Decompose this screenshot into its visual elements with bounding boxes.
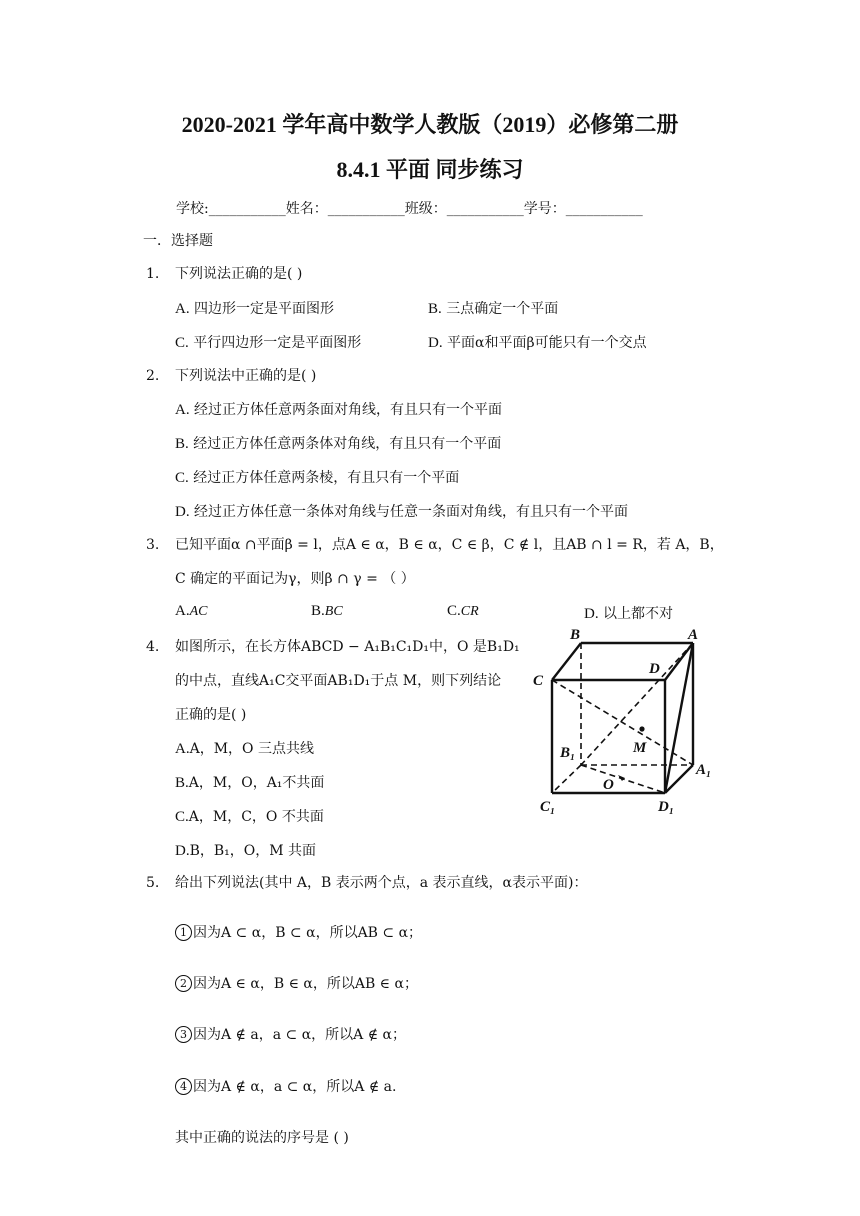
- option-letter: B.: [428, 301, 442, 317]
- option-d: [584, 603, 673, 623]
- label-m: M: [633, 740, 647, 756]
- label-o: O: [603, 777, 614, 793]
- option-letter: C.: [175, 809, 189, 825]
- label-b: B: [570, 627, 581, 643]
- page-subtitle: 8.4.1 平面 同步练习: [336, 157, 524, 182]
- option-text: 三点确定一个平面: [446, 301, 559, 317]
- question-number: 1.: [146, 266, 160, 282]
- option-letter: D.: [428, 335, 443, 351]
- option-text: BC: [324, 604, 343, 619]
- question-stem: 给出下列说法(其中 A，B 表示两个点，a 表示直线，α表示平面)：: [175, 875, 588, 891]
- student-info-line: 学校:___________姓名：___________班级：___________学号：___________: [176, 201, 643, 217]
- statement-item: [175, 1077, 396, 1097]
- option-d: [175, 840, 316, 860]
- option-letter: C.: [447, 603, 461, 619]
- option-letter: A.: [175, 603, 190, 619]
- option-text: A，M，C，O 不共面: [188, 809, 324, 825]
- circled-number: 4: [175, 1078, 192, 1095]
- label-d: D: [649, 661, 660, 677]
- option-text: AC: [189, 604, 208, 619]
- option-c: [447, 603, 479, 620]
- option-d: [175, 501, 628, 521]
- section-label: 一．选择题: [143, 233, 213, 249]
- question-number: 4.: [146, 639, 160, 655]
- option-text: 平行四边形一定是平面图形: [193, 335, 362, 351]
- option-text: 经过正方体任意一条体对角线与任意一条面对角线，有且只有一个平面: [194, 504, 629, 520]
- label-c: C: [533, 673, 544, 689]
- question-stem: 下列说法中正确的是( ): [175, 368, 317, 384]
- statement-text: 因为A ∉ a，a ⊂ α，所以A ∉ α；: [193, 1027, 406, 1043]
- option-letter: C.: [175, 470, 189, 486]
- circled-number: 3: [175, 1026, 192, 1043]
- option-letter: B.: [175, 775, 189, 791]
- option-b: [175, 772, 324, 792]
- label-c1: C₁: [540, 799, 556, 815]
- option-text: 以上都不对: [603, 606, 674, 622]
- option-text: 经过正方体任意两条面对角线，有且只有一个平面: [194, 402, 503, 418]
- option-letter: C.: [175, 335, 189, 351]
- question-stem: 如图所示，在长方体ABCD − A₁B₁C₁D₁中，O 是B₁D₁: [175, 639, 520, 655]
- statement-text: 因为A ∉ α，a ⊂ α，所以A ∉ a.: [193, 1079, 397, 1095]
- option-letter: A.: [175, 741, 190, 757]
- question-number: 5.: [146, 875, 160, 891]
- statement-item: [175, 923, 422, 943]
- option-c: [175, 332, 361, 352]
- statement-item: [175, 974, 418, 994]
- option-b: [175, 433, 501, 453]
- option-c: [175, 806, 324, 826]
- question-stem: 下列说法正确的是( ): [175, 266, 303, 282]
- circled-number: 2: [175, 975, 192, 992]
- option-a: [175, 399, 502, 419]
- question-stem-cont: 的中点，直线A₁C交平面AB₁D₁于点 M，则下列结论: [175, 673, 502, 689]
- option-text: 经过正方体任意两条棱，有且只有一个平面: [193, 470, 460, 486]
- option-a: [175, 738, 314, 758]
- option-b: [311, 603, 343, 620]
- option-b: [428, 298, 558, 318]
- option-c: [175, 467, 459, 487]
- option-letter: D.: [175, 504, 190, 520]
- question-tail: 其中正确的说法的序号是 ( ): [175, 1130, 349, 1146]
- option-text: A，M，O 三点共线: [189, 741, 314, 757]
- label-b1: B₁: [560, 745, 576, 761]
- option-text: CR: [460, 604, 479, 619]
- question-number: 3.: [146, 537, 160, 553]
- option-letter: A.: [175, 402, 190, 418]
- option-text: A，M，O，A₁不共面: [188, 775, 325, 791]
- question-stem-cont: C 确定的平面记为γ，则β ∩ γ = （ ）: [175, 571, 415, 587]
- label-a: A: [688, 627, 699, 643]
- statement-item: [175, 1025, 406, 1045]
- option-text: B，B₁，O，M 共面: [189, 843, 317, 859]
- option-letter: A.: [175, 301, 190, 317]
- option-text: 平面α和平面β可能只有一个交点: [447, 335, 647, 351]
- label-a1: A₁: [696, 762, 712, 778]
- option-text: 四边形一定是平面图形: [194, 301, 335, 317]
- option-letter: B.: [311, 603, 325, 619]
- question-stem-cont: 正确的是( ): [175, 707, 247, 723]
- option-letter: D.: [175, 843, 190, 859]
- page-title: 2020-2021 学年高中数学人教版（2019）必修第二册: [181, 112, 679, 137]
- question-stem: 已知平面α ∩平面β = l，点A ∈ α，B ∈ α，C ∈ β，C ∉ l，且AB ∩ l = R，若 A，B，: [175, 537, 724, 553]
- option-a: [175, 603, 207, 620]
- statement-text: 因为A ∈ α，B ∈ α，所以AB ∈ α；: [193, 976, 418, 992]
- question-number: 2.: [146, 368, 160, 384]
- option-d: [428, 332, 647, 352]
- circled-number: 1: [175, 924, 192, 941]
- option-text: 经过正方体任意两条体对角线，有且只有一个平面: [193, 436, 502, 452]
- label-d1: D₁: [658, 799, 675, 815]
- option-a: [175, 298, 334, 318]
- option-letter: B.: [175, 436, 189, 452]
- cuboid-figure: [530, 625, 730, 820]
- statement-text: 因为A ⊂ α，B ⊂ α，所以AB ⊂ α；: [193, 925, 423, 941]
- option-letter: D.: [584, 606, 599, 622]
